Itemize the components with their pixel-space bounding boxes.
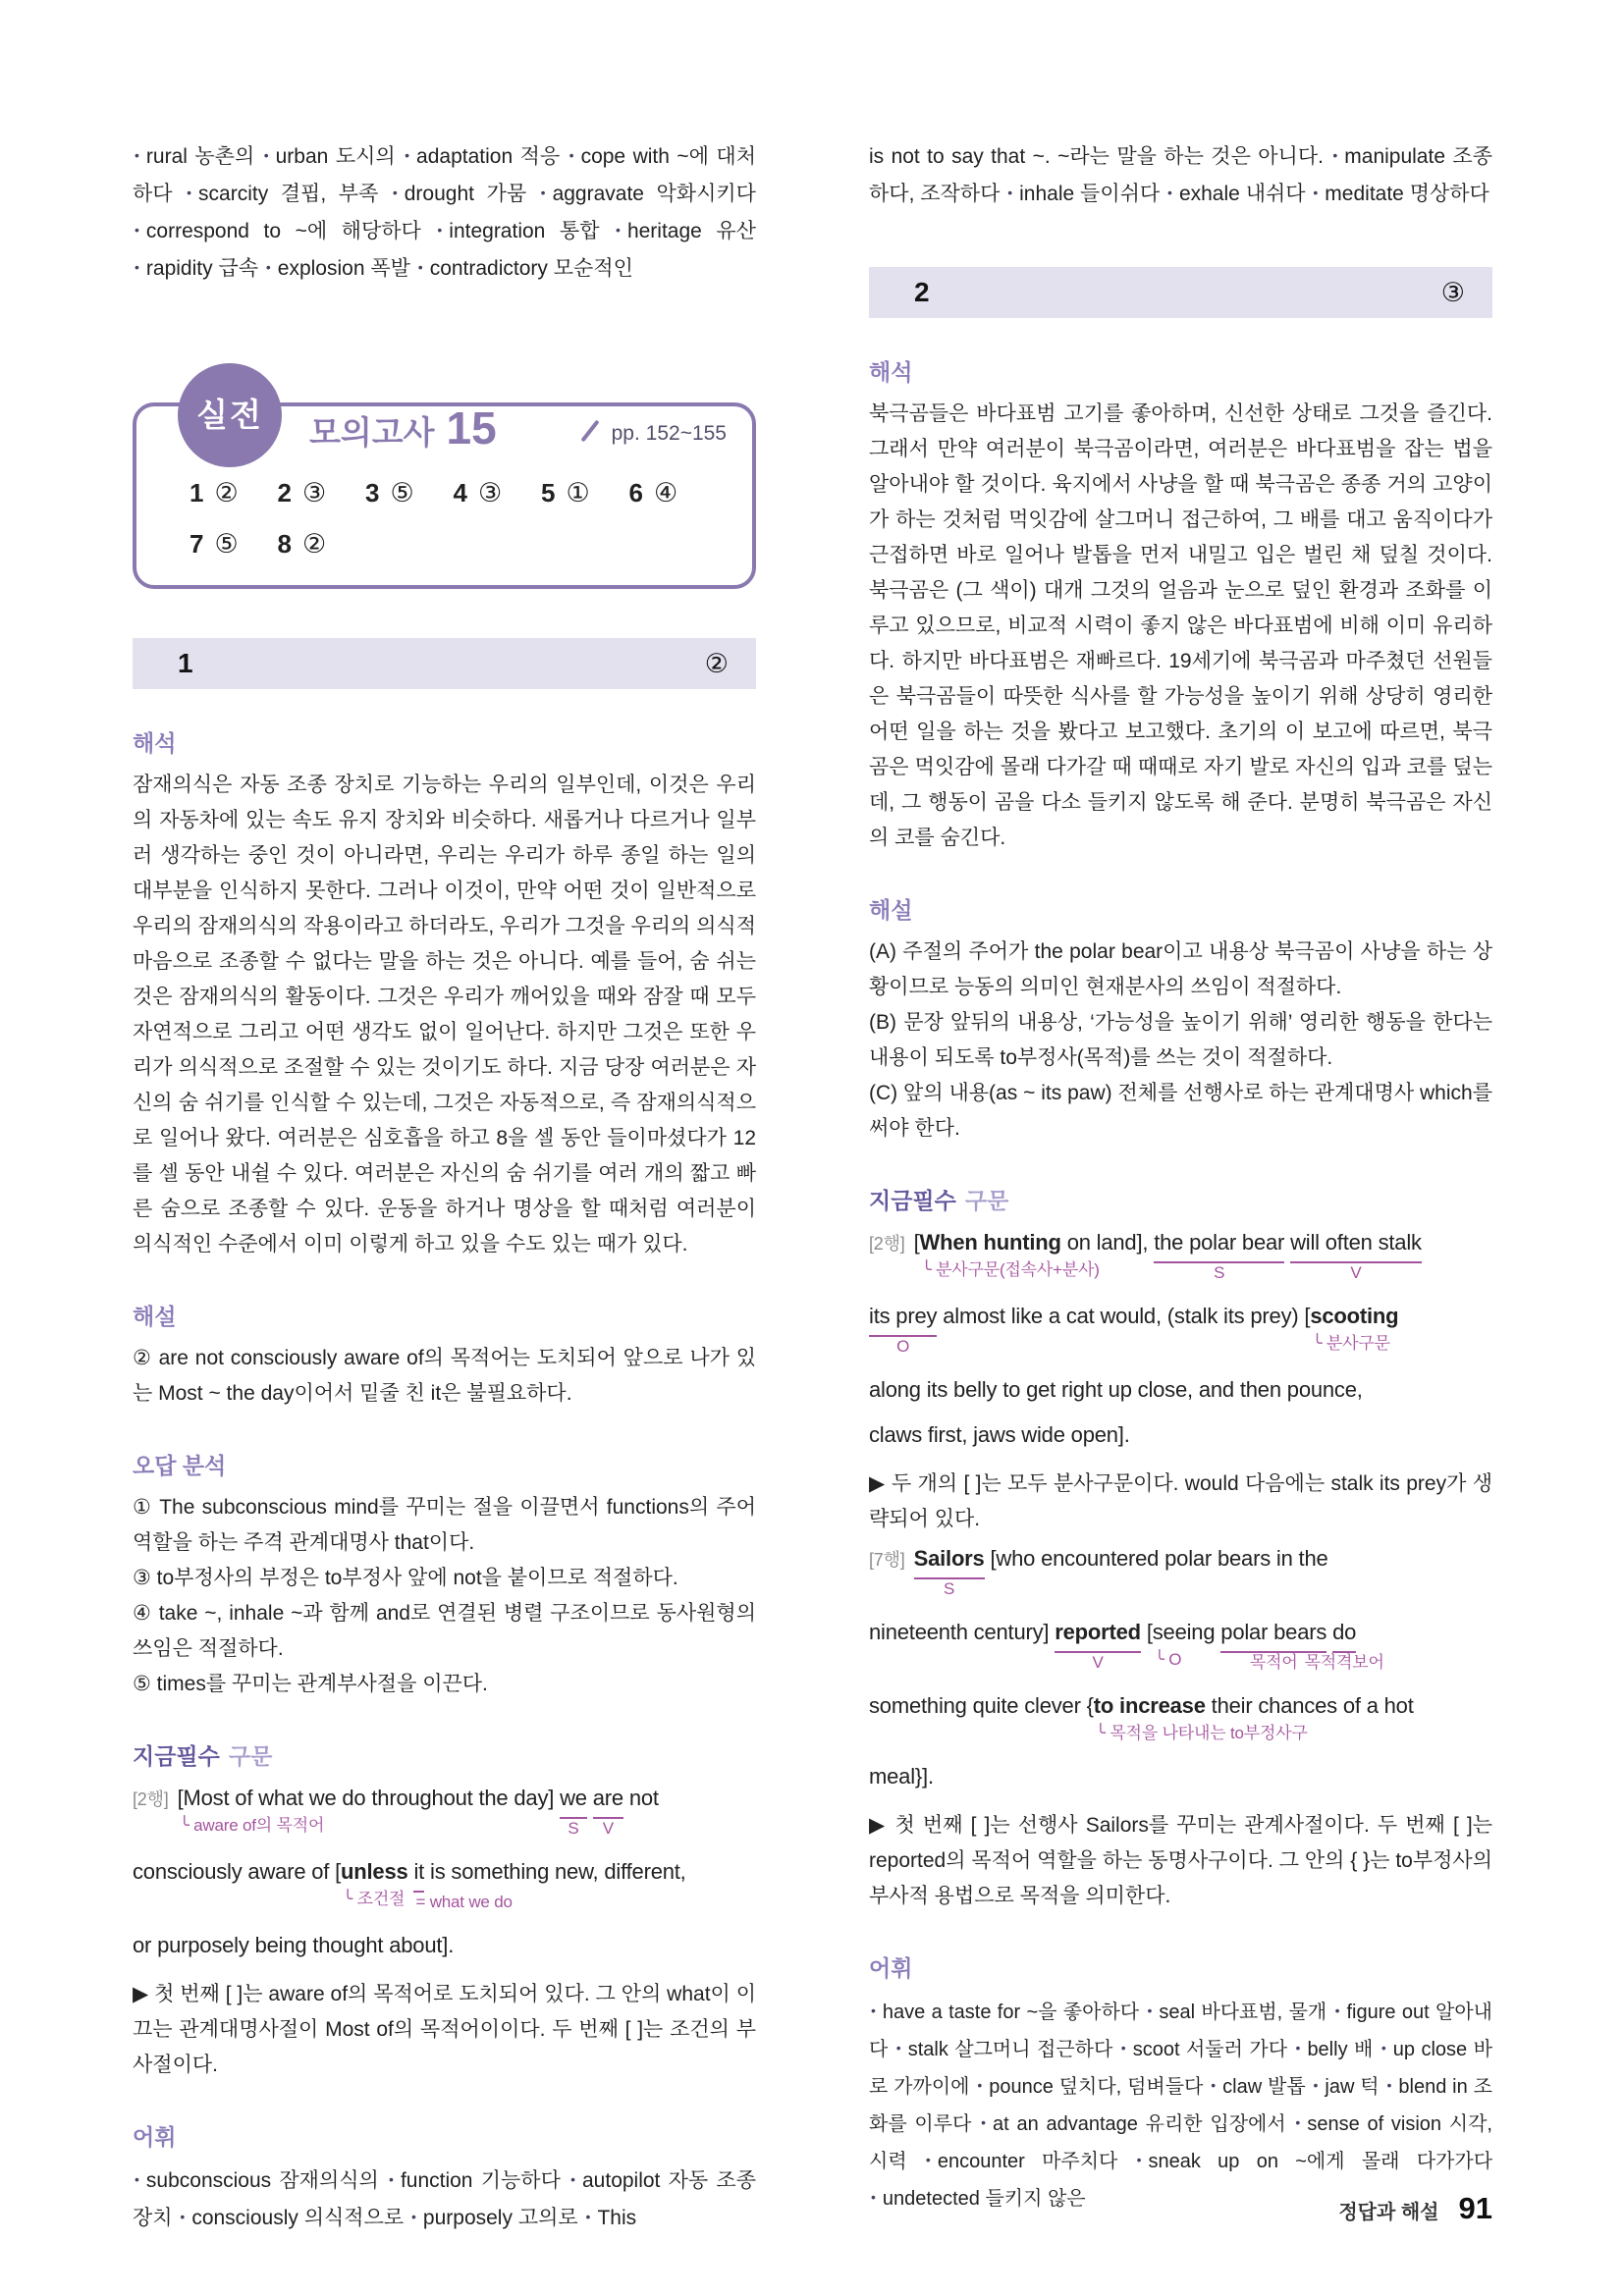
bullet-icon: • bbox=[871, 2002, 876, 2018]
syntax-segment: are V bbox=[593, 1781, 623, 1819]
explanation-paragraph: (B) 문장 앞뒤의 내용상, ‘가능성을 높이기 위해’ 영리한 행동을 한다는 내용이 되도록 to부정사(목적)를 쓰는 것이 적절하다. bbox=[869, 1011, 1492, 1069]
vocab-meaning: 조종하다, 조작하다 bbox=[869, 145, 1492, 205]
bullet-icon: • bbox=[1147, 2002, 1153, 2018]
bullet-icon: • bbox=[616, 222, 621, 238]
vocab-item bbox=[416, 257, 633, 280]
bullet-icon: • bbox=[585, 2209, 591, 2224]
syntax-note: ▶ 두 개의 [ ]는 모두 분사구문이다. would 다음에는 stalk its prey가 생략되어 있다. bbox=[869, 1472, 1492, 1530]
vocab-item bbox=[133, 257, 258, 280]
q1-gumun-heading-main: 지금필수 bbox=[133, 1743, 220, 1769]
vocab-term: sense of vision bbox=[1307, 2113, 1442, 2135]
syntax-line bbox=[869, 1759, 1492, 1794]
bullet-icon: • bbox=[263, 147, 269, 163]
bullet-icon: • bbox=[925, 2152, 931, 2167]
answer-item bbox=[278, 475, 366, 510]
q1-vocab-heading: 어휘 bbox=[133, 2124, 177, 2150]
syntax-annotation: V bbox=[1350, 1263, 1362, 1282]
syntax-note: ▶ 첫 번째 [ ]는 aware of의 목적어로 도치되어 있다. 그 안의 what이 이끄는 관계대명사절이 Most of의 목적어이이다. 두 번째 [ ]는 조건의 부사절이다. bbox=[133, 1983, 756, 2076]
bullet-icon: • bbox=[135, 2171, 139, 2187]
bullet-icon: • bbox=[1120, 2040, 1126, 2056]
vocab-item bbox=[924, 2151, 1117, 2172]
vocab-term: blend in bbox=[1398, 2076, 1468, 2098]
syntax-line bbox=[133, 1928, 756, 1963]
answer-question-number: 6 bbox=[628, 478, 643, 507]
vocab-meaning: 들이쉬다 bbox=[1080, 183, 1161, 205]
vocab-item bbox=[979, 2113, 1286, 2135]
right-column bbox=[869, 137, 1492, 2216]
explanation-paragraph: (C) 앞의 내용(as ~ its paw) 전체를 선행사로 하는 관계대명사 which를 써야 한다. bbox=[869, 1082, 1492, 1140]
bullet-icon: • bbox=[417, 259, 423, 275]
vocab-item bbox=[539, 183, 756, 205]
answer-item bbox=[365, 475, 454, 510]
line-number-tag: [2행] bbox=[869, 1234, 905, 1254]
syntax-segment: do 목적격보어 bbox=[1332, 1615, 1356, 1653]
answer-item bbox=[541, 475, 629, 510]
slash-icon bbox=[580, 420, 599, 443]
vocab-item bbox=[1005, 183, 1160, 205]
line-number-tag: [2행] bbox=[133, 1789, 169, 1809]
vocab-item bbox=[409, 2207, 578, 2229]
bullet-icon: • bbox=[1332, 147, 1338, 163]
vocab-meaning: 가뭄 bbox=[486, 183, 527, 205]
bullet-icon: • bbox=[437, 222, 443, 238]
vocab-term: drought bbox=[404, 183, 474, 205]
vocab-item bbox=[1312, 2076, 1380, 2098]
syntax-annotation: ╰ 목적을 나타내는 to부정사구 bbox=[1095, 1724, 1308, 1742]
question-number: 2 bbox=[914, 277, 930, 307]
answer-item bbox=[629, 475, 718, 510]
vocab-meaning: 기능하다 bbox=[480, 2169, 561, 2192]
vocab-term: explosion bbox=[277, 257, 365, 280]
vocab-term: urban bbox=[275, 145, 329, 168]
bullet-icon: • bbox=[568, 147, 574, 163]
vocab-term: exhale bbox=[1178, 183, 1240, 205]
vocab-meaning: 발톱 bbox=[1268, 2076, 1306, 2098]
q2-vocab-heading: 어휘 bbox=[869, 1955, 913, 1981]
vocab-meaning: 자동 조종 장치 bbox=[133, 2169, 756, 2229]
explanation-paragraph: ⑤ times를 꾸미는 관계부사절을 이끈다. bbox=[133, 1673, 488, 1695]
vocab-term: consciously bbox=[191, 2207, 298, 2229]
bullet-icon: • bbox=[187, 185, 192, 200]
syntax-annotation: ╰ O bbox=[1154, 1650, 1182, 1669]
bullet-icon: • bbox=[1386, 2077, 1392, 2093]
syntax-line bbox=[869, 1541, 1492, 1598]
q1-gumun-body bbox=[133, 1781, 756, 2083]
answer-grid bbox=[189, 475, 717, 561]
answer-item bbox=[278, 526, 366, 561]
bullet-icon: • bbox=[1136, 2152, 1142, 2167]
syntax-segment: scooting ╰ 분사구문 bbox=[1310, 1304, 1399, 1353]
q2-gumun-body bbox=[869, 1225, 1492, 1914]
left-column bbox=[133, 137, 756, 2236]
syntax-line bbox=[869, 1688, 1492, 1742]
vocab-item bbox=[1119, 2039, 1287, 2060]
vocab-term: inhale bbox=[1019, 183, 1075, 205]
q2-gumun-heading-main: 지금필수 bbox=[869, 1188, 956, 1213]
syntax-annotation: 목적어 bbox=[1249, 1653, 1298, 1672]
bullet-icon: • bbox=[1295, 2114, 1301, 2130]
syntax-segment: [ bbox=[1140, 1620, 1153, 1644]
vocab-term: rapidity bbox=[145, 257, 213, 280]
answer-question-number: 5 bbox=[541, 478, 556, 507]
vocab-meaning: 결핍, 부족 bbox=[280, 183, 379, 205]
q2-haeseol-heading: 해설 bbox=[869, 897, 913, 923]
answer-question-number: 8 bbox=[277, 529, 292, 559]
syntax-segment: nineteenth century] bbox=[869, 1620, 1056, 1644]
syntax-annotation: O bbox=[896, 1337, 910, 1356]
syntax-segment: Sailors S bbox=[914, 1541, 985, 1579]
carryover-vocab-right bbox=[869, 137, 1492, 212]
vocab-item bbox=[178, 2207, 404, 2229]
vocab-term: pounce bbox=[989, 2076, 1054, 2098]
vocab-item bbox=[1165, 183, 1306, 205]
vocab-term: cope with bbox=[580, 145, 670, 168]
syntax-annotation: ╰ 분사구문(접속사+분사) bbox=[921, 1260, 1100, 1279]
syntax-line bbox=[869, 1372, 1492, 1408]
vocab-meaning: 폭발 bbox=[370, 257, 410, 280]
syntax-segment: its prey O bbox=[869, 1299, 937, 1337]
vocab-term: contradictory bbox=[429, 257, 548, 280]
bullet-icon: • bbox=[405, 147, 410, 163]
syntax-line bbox=[869, 1299, 1492, 1356]
vocab-term: up close bbox=[1392, 2039, 1468, 2060]
bullet-icon: • bbox=[895, 2040, 901, 2056]
vocab-term: undetected bbox=[882, 2188, 980, 2210]
answer-choice: ③ bbox=[301, 478, 327, 507]
q1-haeseol-heading: 해설 bbox=[133, 1304, 177, 1329]
test-badge-label: 실전 bbox=[196, 397, 263, 433]
bullet-icon: • bbox=[1313, 185, 1319, 200]
syntax-line bbox=[133, 1854, 756, 1911]
answer-choice: ② bbox=[214, 478, 239, 507]
vocab-item bbox=[403, 145, 560, 168]
vocab-term: heritage bbox=[626, 220, 702, 242]
vocab-meaning: 유리한 입장에서 bbox=[1145, 2113, 1286, 2135]
test-badge bbox=[178, 363, 282, 467]
bullet-icon: • bbox=[1211, 2077, 1217, 2093]
q1-haeseok-heading: 해석 bbox=[133, 730, 177, 756]
q1-gumun-heading bbox=[133, 1741, 756, 1771]
syntax-annotation: = what we do bbox=[415, 1893, 513, 1911]
vocab-meaning: 통합 bbox=[559, 220, 600, 242]
syntax-annotation: S bbox=[944, 1579, 955, 1598]
syntax-annotation: ╰ 조건절 bbox=[343, 1890, 406, 1908]
vocab-term: autopilot bbox=[582, 2169, 661, 2192]
answer-question-number: 7 bbox=[189, 529, 204, 559]
syntax-line bbox=[869, 1225, 1492, 1282]
syntax-segment: consciously aware of [ bbox=[133, 1859, 342, 1884]
vocab-item bbox=[1294, 2039, 1374, 2060]
vocab-term: have a taste for bbox=[882, 2002, 1021, 2023]
vocab-item bbox=[133, 220, 421, 242]
syntax-segment: is something new, different, bbox=[424, 1859, 686, 1884]
bullet-icon: • bbox=[1334, 2002, 1340, 2018]
vocab-term: purposely bbox=[422, 2207, 513, 2229]
syntax-annotation: S bbox=[1214, 1263, 1225, 1282]
vocab-term: This bbox=[597, 2207, 637, 2229]
vocab-item bbox=[391, 183, 526, 205]
vocab-meaning: 턱 bbox=[1360, 2076, 1380, 2098]
q2-haeseok-heading: 해석 bbox=[869, 359, 913, 385]
vocab-item bbox=[133, 2169, 379, 2192]
syntax-segment: their chances of a hot bbox=[1205, 1693, 1414, 1718]
explanation-paragraph: ③ to부정사의 부정은 to부정사 앞에 not을 붙이므로 적절하다. bbox=[133, 1567, 678, 1589]
bullet-icon: • bbox=[1167, 185, 1172, 200]
syntax-annotation: V bbox=[602, 1819, 614, 1838]
bullet-icon: • bbox=[540, 185, 546, 200]
vocab-meaning: 덮치다, 덤벼들다 bbox=[1058, 2076, 1204, 2098]
mock-test-answer-box bbox=[133, 397, 756, 589]
vocab-item bbox=[133, 145, 254, 168]
bullet-icon: • bbox=[135, 147, 139, 163]
answer-item bbox=[454, 475, 542, 510]
vocab-meaning: 내쉬다 bbox=[1245, 183, 1306, 205]
line-number-tag: [7행] bbox=[869, 1550, 905, 1570]
syntax-annotation: ╰ 분사구문 bbox=[1312, 1334, 1390, 1353]
vocab-item bbox=[387, 2169, 561, 2192]
test-title bbox=[309, 402, 497, 455]
explanation-paragraph: ④ take ~, inhale ~과 함께 and로 연결된 병렬 구조이므로 동사원형의 쓰임은 적절하다. bbox=[133, 1602, 756, 1660]
bullet-icon: • bbox=[411, 2209, 416, 2224]
vocab-term: adaptation bbox=[416, 145, 514, 168]
answer-question-number: 2 bbox=[277, 478, 292, 507]
page-footer bbox=[1338, 2191, 1492, 2226]
syntax-segment: on land], bbox=[1060, 1230, 1155, 1255]
vocab-lead-text: is not to say that ~. ~라는 말을 하는 것은 아니다. bbox=[869, 145, 1331, 168]
syntax-line bbox=[869, 1417, 1492, 1453]
vocab-meaning: 급속 bbox=[218, 257, 259, 280]
q2-vocab-list bbox=[869, 1993, 1492, 2216]
vocab-meaning: 명상하다 bbox=[1409, 183, 1489, 205]
bullet-icon: • bbox=[1380, 2040, 1386, 2056]
bullet-icon: • bbox=[180, 2209, 186, 2224]
bullet-icon: • bbox=[570, 2171, 575, 2187]
syntax-segment: or purposely being thought about]. bbox=[133, 1933, 455, 1957]
bullet-icon: • bbox=[1313, 2077, 1319, 2093]
vocab-term: jaw bbox=[1325, 2076, 1355, 2098]
q1-haeseol-body bbox=[133, 1341, 756, 1412]
vocab-term: function bbox=[400, 2169, 473, 2192]
vocab-term: figure out bbox=[1346, 2002, 1430, 2023]
syntax-segment: reported V bbox=[1055, 1615, 1141, 1653]
question-number: 1 bbox=[178, 648, 193, 678]
vocab-item bbox=[1311, 183, 1489, 205]
q1-haeseok-text: 잠재의식은 자동 조종 장치로 기능하는 우리의 일부인데, 이것은 우리의 자동차에 있는 속도 유지 장치와 비슷하다. 새롭거나 다르거나 일부러 생각하는 중인 것이 아니라면, 우리는 우리가 하루 종일 하는 일의 대부분을 인식하지 못한다. 그러나 이것이, 만약 어떤 것이 일반적으로 우리의 잠재의식의 작용이라고 하더라도, 우리가 그것을 우리의 의식적 마음으로 조종할 수 없다는 말을 하는 것은 아니다. 예를 들어, 숨 쉬는 것은 잠재의식의 활동이다. 그것은 우리가 깨어있을 때와 잠잘 때 모두 자연적으로 그리고 어떤 생각도 없이 일어난다. 하지만 그것은 또한 우리가 의식적으로 조절할 수 있는 것이기도 하다. 지금 당장 여러분은 자신의 숨 쉬기를 인식할 수 있는데, 그것은 자동적으로, 즉 잠재의식적으로 일어나 왔다. 여러분은 심호흡을 하고 8을 셀 동안 들이마셨다가 12를 셀 동안 내쉴 수 있다. 여러분은 자신의 숨 쉬기를 여러 개의 짧고 빠른 숨으로 조종할 수 있다. 운동을 하거나 명상을 할 때처럼 여러분이 의식적인 수준에서 이미 이렇게 하고 있을 수도 있는 때가 있다. bbox=[133, 774, 756, 1255]
q2-haeseok-text: 북극곰들은 바다표범 고기를 좋아하며, 신선한 상태로 그것을 즐긴다. 그래서 만약 여러분이 북극곰이라면, 여러분은 바다표범을 잡는 법을 알아내야 할 것이다. 육지에서 사냥을 할 때 북극곰은 종종 거의 고양이가 하는 것처럼 먹잇감에 살그머니 접근하여, 그 배를 대고 움직이다가 근접하면 바로 일어나 발톱을 먼저 내밀고 입은 벌린 채 덮칠 것이다. 북극곰은 (그 색이) 대개 그것의 얼음과 눈으로 덮인 환경과 조화를 이루고 있으므로, 비교적 시력이 좋지 않은 바다표범에 비해 이미 유리하다. 하지만 바다표범은 재빠르다. 19세기에 북극곰과 마주쳤던 선원들은 북극곰들이 따뜻한 식사를 할 가능성을 높이기 위해 상당히 영리한 어떤 일을 하는 것을 봤다고 보고했다. 초기의 이 보고에 따르면, 북극곰은 먹잇감에 몰래 다가갈 때 때때로 자기 발로 자신의 입과 코를 덮는데, 그 행동이 곰을 다소 들키지 않도록 해 준다. 분명히 북극곰은 자신의 코를 숨긴다. bbox=[869, 402, 1492, 849]
syntax-segment: the polar bear S bbox=[1154, 1225, 1284, 1263]
vocab-term: belly bbox=[1307, 2039, 1348, 2060]
q1-vocab-list bbox=[133, 2162, 756, 2236]
explanation-paragraph: ② are not consciously aware of의 목적어는 도치되어 앞으로 나가 있는 Most ~ the day이어서 밑줄 친 it은 불필요하다. bbox=[133, 1347, 756, 1405]
vocab-item bbox=[869, 2188, 1086, 2210]
question-1-header bbox=[133, 638, 756, 689]
syntax-line bbox=[869, 1615, 1492, 1672]
syntax-annotation: V bbox=[1092, 1653, 1104, 1672]
syntax-annotation: ╰ aware of의 목적어 bbox=[179, 1816, 325, 1835]
syntax-segment: meal}]. bbox=[869, 1764, 934, 1789]
syntax-segment: [who encountered polar bears in the bbox=[984, 1546, 1328, 1571]
bullet-icon: • bbox=[871, 2189, 876, 2205]
vocab-meaning: 알아내다 bbox=[869, 2002, 1492, 2060]
answer-choice: ③ bbox=[477, 478, 503, 507]
footer-label: 정답과 해설 bbox=[1338, 2202, 1439, 2223]
vocab-meaning: 조화를 이루다 bbox=[869, 2076, 1492, 2135]
syntax-annotation: 목적격보어 bbox=[1304, 1653, 1384, 1672]
vocab-term: scoot bbox=[1132, 2039, 1180, 2060]
vocab-item bbox=[894, 2039, 1113, 2060]
vocab-meaning: 잠재의식의 bbox=[279, 2169, 379, 2192]
syntax-segment: it = what we do bbox=[413, 1854, 424, 1893]
bullet-icon: • bbox=[265, 259, 271, 275]
vocab-meaning: 들키지 않은 bbox=[985, 2188, 1086, 2210]
vocab-item bbox=[1209, 2076, 1305, 2098]
vocab-item bbox=[584, 2207, 637, 2229]
syntax-segment: [Most of what we do throughout the day] ╰ aware of의 목적어 bbox=[177, 1786, 561, 1835]
vocab-meaning: 바다표범, 물개 bbox=[1201, 2002, 1327, 2023]
explanation-paragraph: (A) 주절의 주어가 the polar bear이고 내용상 북극곰이 사냥을 하는 상황이므로 능동의 의미인 현재분사의 쓰임이 적절하다. bbox=[869, 940, 1492, 998]
q2-haeseol-body bbox=[869, 934, 1492, 1147]
vocab-meaning: 적응 bbox=[519, 145, 561, 168]
bullet-icon: • bbox=[981, 2114, 987, 2130]
syntax-segment: When hunting ╰ 분사구문(접속사+분사) bbox=[919, 1230, 1100, 1279]
syntax-segment: polar bears 목적어 bbox=[1220, 1615, 1326, 1653]
vocab-item bbox=[1135, 2151, 1492, 2172]
vocab-term: integration bbox=[449, 220, 546, 242]
vocab-meaning: 모순적인 bbox=[553, 257, 633, 280]
test-number: 15 bbox=[446, 402, 497, 454]
syntax-note: ▶ 첫 번째 [ ]는 선행사 Sailors를 꾸미는 관계사절이다. 두 번째 [ ]는 reported의 목적어 역할을 하는 동명사구이다. 그 안의 { }는 to부정사의 부사적 용법으로 목적을 의미한다. bbox=[869, 1814, 1492, 1907]
vocab-term: at an advantage bbox=[993, 2113, 1138, 2135]
answer-choice: ② bbox=[301, 529, 327, 559]
vocab-item bbox=[435, 220, 599, 242]
answer-item bbox=[189, 526, 278, 561]
syntax-segment: we S bbox=[560, 1781, 587, 1819]
q1-odap-heading: 오답 분석 bbox=[133, 1453, 227, 1478]
answer-question-number: 4 bbox=[453, 478, 467, 507]
carryover-vocab-left bbox=[133, 137, 756, 287]
vocab-meaning: 농촌의 bbox=[194, 145, 255, 168]
vocab-meaning: ~에 해당하다 bbox=[295, 220, 421, 242]
vocab-term: sneak up on bbox=[1148, 2151, 1278, 2172]
syntax-segment: to increase ╰ 목적을 나타내는 to부정사구 bbox=[1093, 1693, 1308, 1742]
vocab-meaning: ~을 좋아하다 bbox=[1026, 2002, 1140, 2023]
vocab-term: claw bbox=[1222, 2076, 1263, 2098]
vocab-meaning: 유산 bbox=[716, 220, 756, 242]
vocab-meaning: 시각, 시력 bbox=[869, 2113, 1492, 2172]
vocab-meaning: 도시의 bbox=[335, 145, 396, 168]
question-answer: ③ bbox=[1440, 278, 1465, 307]
vocab-meaning: 악화시키다 bbox=[656, 183, 756, 205]
bullet-icon: • bbox=[1295, 2040, 1301, 2056]
syntax-segment: [ bbox=[913, 1230, 920, 1255]
vocab-term: seal bbox=[1159, 2002, 1196, 2023]
bullet-icon: • bbox=[392, 185, 398, 200]
vocab-meaning: 마주치다 bbox=[1042, 2151, 1118, 2172]
syntax-segment: something quite clever { bbox=[869, 1693, 1094, 1718]
bullet-icon: • bbox=[389, 2171, 394, 2187]
question-2-header bbox=[869, 267, 1492, 318]
footer-page-number: 91 bbox=[1458, 2191, 1492, 2225]
syntax-segment: seeing ╰ O bbox=[1152, 1620, 1216, 1669]
vocab-meaning: 바로 가까이에 bbox=[869, 2039, 1492, 2098]
q1-odap-body bbox=[133, 1490, 756, 1702]
question-answer: ② bbox=[704, 649, 729, 678]
bullet-icon: • bbox=[977, 2077, 983, 2093]
vocab-term: scarcity bbox=[198, 183, 269, 205]
vocab-meaning: 살그머니 접근하다 bbox=[954, 2039, 1113, 2060]
syntax-annotation: S bbox=[568, 1819, 579, 1838]
vocab-term: correspond to bbox=[145, 220, 282, 242]
vocab-meaning: 고의로 bbox=[517, 2207, 578, 2229]
syntax-segment: claws first, jaws wide open]. bbox=[869, 1422, 1130, 1447]
vocab-item bbox=[185, 183, 378, 205]
vocab-term: aggravate bbox=[552, 183, 644, 205]
bullet-icon: • bbox=[135, 259, 139, 275]
vocab-meaning: 배 bbox=[1354, 2039, 1374, 2060]
vocab-term: rural bbox=[145, 145, 188, 168]
syntax-segment: unless ╰ 조건절 bbox=[341, 1859, 408, 1908]
answer-choice: ⑤ bbox=[214, 529, 239, 559]
vocab-item bbox=[975, 2076, 1203, 2098]
explanation-paragraph: ① The subconscious mind를 꾸미는 절을 이끌면서 functions의 주어 역할을 하는 주격 관계대명사 that이다. bbox=[133, 1496, 756, 1554]
test-title-text: 모의고사 bbox=[309, 414, 435, 451]
answer-choice: ④ bbox=[653, 478, 678, 507]
vocab-term: stalk bbox=[907, 2039, 948, 2060]
answer-item bbox=[189, 475, 278, 510]
answer-choice: ⑤ bbox=[390, 478, 414, 507]
vocab-item bbox=[614, 220, 756, 242]
bullet-icon: • bbox=[135, 222, 139, 238]
syntax-segment: not bbox=[623, 1786, 659, 1810]
vocab-term: manipulate bbox=[1344, 145, 1445, 168]
vocab-term: subconscious bbox=[145, 2169, 272, 2192]
vocab-meaning: 의식적으로 bbox=[303, 2207, 405, 2229]
q2-gumun-heading-sub: 구문 bbox=[964, 1188, 1009, 1213]
vocab-term: meditate bbox=[1325, 183, 1404, 205]
q2-gumun-heading bbox=[869, 1186, 1492, 1215]
syntax-segment: will often stalk V bbox=[1290, 1225, 1422, 1263]
syntax-segment: almost like a cat would, (stalk its prey) [ bbox=[937, 1304, 1311, 1328]
bullet-icon: • bbox=[1007, 185, 1013, 200]
test-page-range-text: pp. 152~155 bbox=[611, 422, 727, 445]
answer-question-number: 3 bbox=[365, 478, 380, 507]
answer-choice: ① bbox=[566, 478, 590, 507]
vocab-item bbox=[869, 2002, 1139, 2023]
answer-question-number: 1 bbox=[189, 478, 204, 507]
vocab-meaning: ~에 대처하다 bbox=[133, 145, 756, 205]
vocab-item bbox=[1145, 2002, 1326, 2023]
syntax-segment: along its belly to get right up close, and then pounce, bbox=[869, 1377, 1363, 1402]
test-page-range bbox=[584, 416, 727, 452]
vocab-meaning: 서둘러 가다 bbox=[1185, 2039, 1288, 2060]
vocab-item bbox=[264, 257, 410, 280]
vocab-term: encounter bbox=[937, 2151, 1025, 2172]
vocab-item bbox=[262, 145, 396, 168]
syntax-line bbox=[133, 1781, 756, 1838]
vocab-meaning: ~에게 몰래 다가가다 bbox=[1295, 2151, 1493, 2172]
q1-gumun-heading-sub: 구문 bbox=[228, 1743, 273, 1769]
